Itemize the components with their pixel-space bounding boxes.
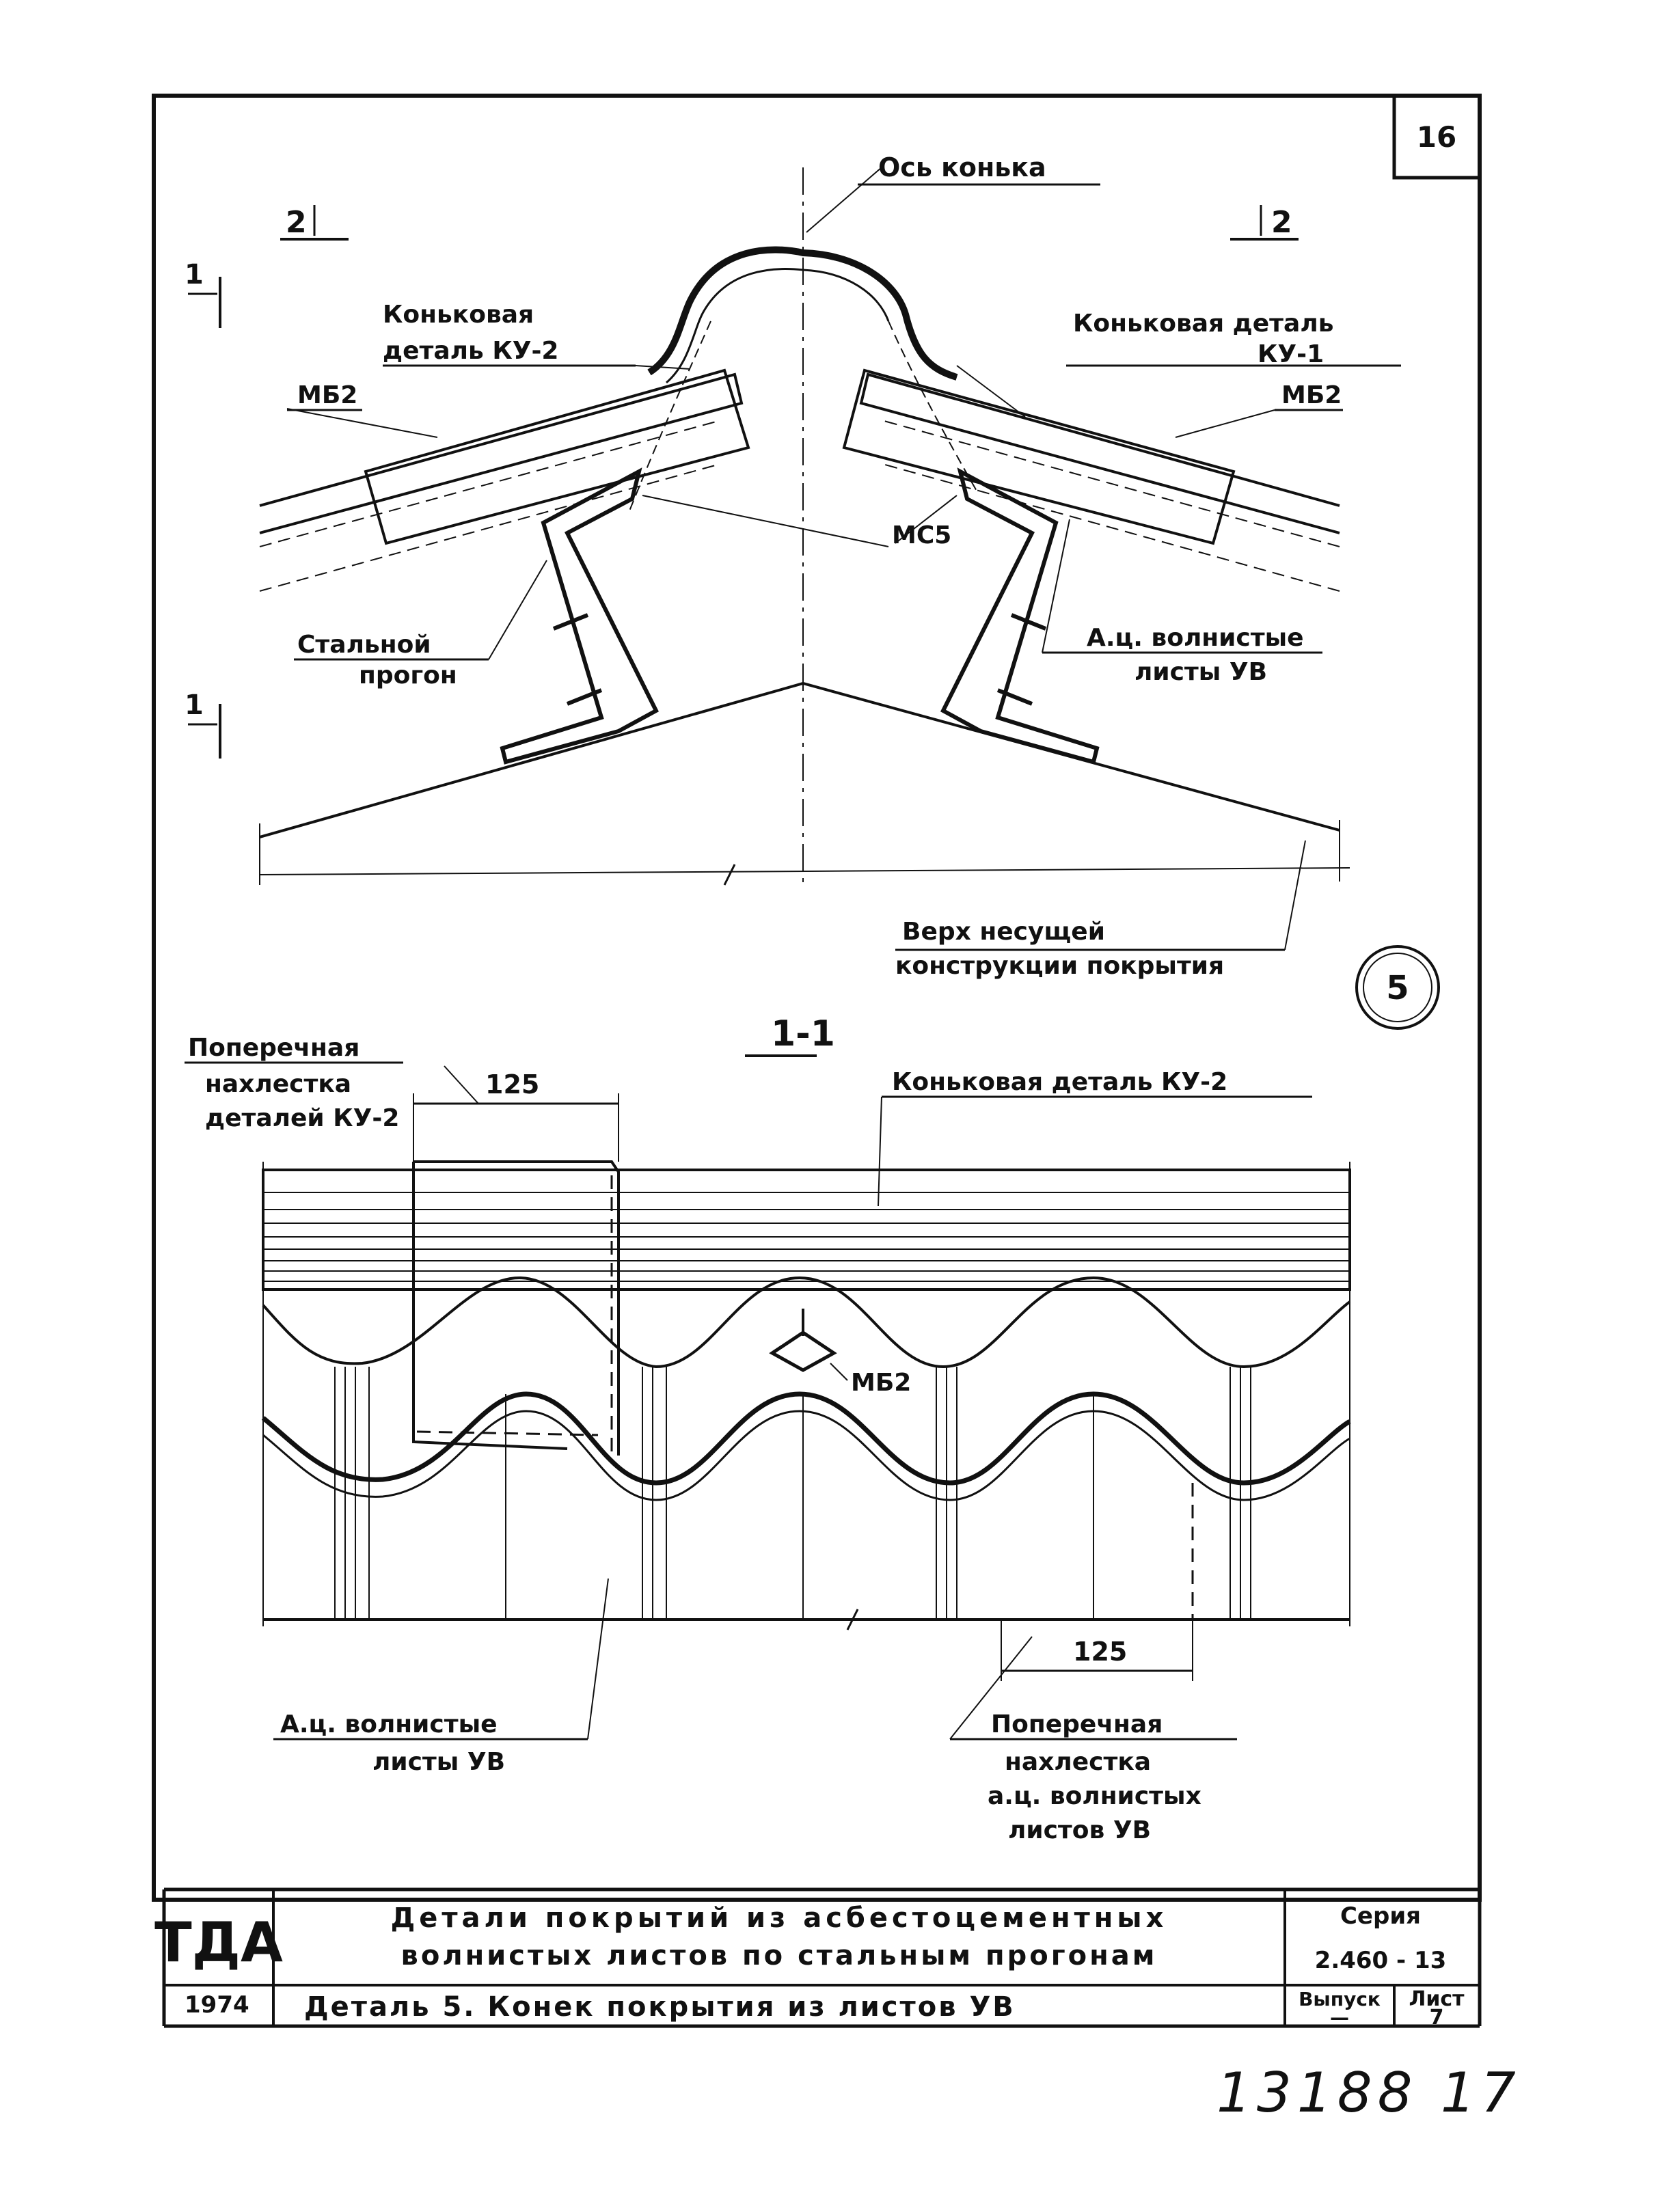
ac-sheets-top-label-2: листы УВ <box>1135 658 1268 686</box>
bearing-label-1: Верх несущей <box>902 918 1105 946</box>
ridge-ku2-label-1: Коньковая <box>383 301 534 329</box>
subtitle: Деталь 5. Конек покрытия из листов УВ <box>304 1991 1016 2023</box>
ac-sheets-bottom-label-2: листы УВ <box>372 1748 506 1776</box>
logo: ТДА <box>154 1911 283 1974</box>
mb2-washer <box>772 1333 834 1370</box>
steel-purlin-label-1: Стальной <box>297 631 431 659</box>
dim-top: 125 <box>485 1069 540 1100</box>
bearing-label-2: конструкции покрытия <box>895 952 1225 980</box>
ridge-detail <box>185 152 1401 980</box>
title-block <box>154 1889 1480 2030</box>
section-1-bottom-marker <box>185 689 220 759</box>
series-label: Серия <box>1340 1902 1422 1930</box>
bearing-structure <box>260 683 1340 837</box>
detail-number: 5 <box>1386 969 1409 1007</box>
mb2-right-label: МБ2 <box>1281 381 1342 409</box>
mb2-section-label: МБ2 <box>851 1369 912 1397</box>
section-2-left-marker <box>280 205 349 240</box>
svg-text:1: 1 <box>185 689 204 721</box>
issue-value: — <box>1330 2006 1349 2029</box>
overlap-ac-label-3: а.ц. волнистых <box>988 1782 1201 1810</box>
right-roof-sheets <box>861 374 1340 533</box>
ac-sheets-top-label-1: А.ц. волнистые <box>1087 624 1304 652</box>
ridge-ku1-label-1: Коньковая деталь <box>1073 310 1334 338</box>
ridge-ku2-section-label: Коньковая деталь КУ-2 <box>892 1068 1228 1096</box>
overlap-ku2-label-2: нахлестка <box>205 1070 352 1098</box>
ridge-axis-label: Ось конька <box>878 152 1046 182</box>
title-line-1: Детали покрытий из асбестоцементных <box>390 1902 1168 1934</box>
svg-text:1: 1 <box>185 259 204 290</box>
ridge-ku1-label-2: КУ-1 <box>1258 340 1324 368</box>
section-1-1 <box>185 1013 1350 1844</box>
mb2-left-label: МБ2 <box>297 381 358 409</box>
ridge-ku2-label-2: деталь КУ-2 <box>383 337 559 365</box>
dim-bottom: 125 <box>1073 1637 1128 1667</box>
title-line-2: волнистых листов по стальным прогонам <box>400 1940 1158 1971</box>
overlap-ku2-label-3: деталей КУ-2 <box>205 1104 400 1132</box>
ac-sheets-bottom-label-1: А.ц. волнистые <box>280 1710 498 1738</box>
overlap-ac-label-4: листов УВ <box>1008 1816 1152 1844</box>
sheet-value: 7 <box>1429 2006 1444 2030</box>
ku2-wave <box>263 1278 1350 1367</box>
right-purlin-top <box>844 370 1234 543</box>
series-value: 2.460 - 13 <box>1314 1947 1447 1974</box>
handwritten-number: 13188 17 <box>1217 2061 1521 2125</box>
sheet-number: 16 <box>1416 120 1457 154</box>
sheet-label: Лист <box>1409 1987 1465 2011</box>
mc5-label: МС5 <box>892 521 952 549</box>
year: 1974 <box>185 1991 249 2019</box>
section-2-right-marker <box>1230 205 1299 240</box>
svg-text:2: 2 <box>286 205 307 240</box>
svg-text:2: 2 <box>1271 205 1292 240</box>
steel-purlin-label-2: прогон <box>359 661 457 689</box>
overlap-ac-label-2: нахлестка <box>1005 1748 1152 1776</box>
section-1-top-marker <box>185 259 220 328</box>
issue-label: Выпуск <box>1299 1988 1381 2010</box>
section-title: 1-1 <box>771 1013 835 1054</box>
overlap-ku2-label-1: Поперечная <box>188 1034 360 1062</box>
overlap-ac-label-1: Поперечная <box>991 1710 1163 1738</box>
